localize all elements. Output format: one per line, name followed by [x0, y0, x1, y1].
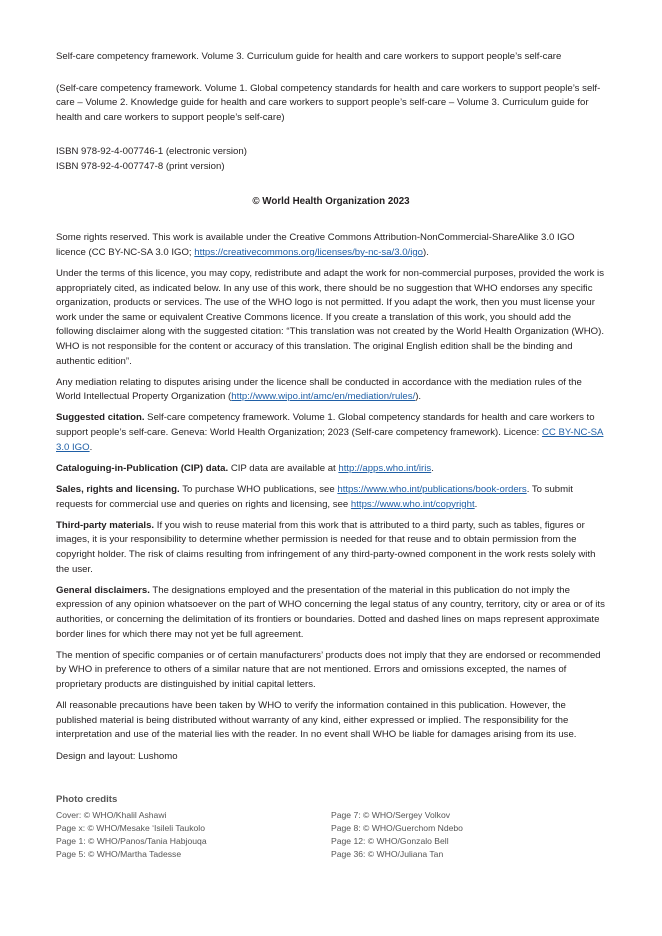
cip-text: CIP data are available at	[228, 462, 339, 474]
sales-after: .	[474, 498, 478, 510]
rights-after: ).	[423, 246, 429, 258]
sales-lead: Sales, rights and licensing.	[56, 484, 180, 496]
third-party-paragraph	[56, 519, 606, 577]
isbn-print: ISBN 978-92-4-007747-8 (print version)	[56, 160, 225, 172]
citation-paragraph	[56, 411, 606, 455]
book-orders-link[interactable]: https://www.who.int/publications/book-orders	[337, 484, 527, 496]
disclaimers-lead: General disclaimers.	[56, 584, 150, 596]
cc-licence-link[interactable]: https://creativecommons.org/licenses/by-nc-sa/3.0/igo	[194, 246, 424, 258]
copyright-notice: © World Health Organization 2023	[252, 195, 410, 207]
title-line: Self-care competency framework. Volume 3. Curriculum guide for health and care workers to support people’s self-care	[56, 51, 562, 62]
photo-credits-heading: Photo credits	[56, 794, 118, 806]
disclaimers-paragraph	[56, 584, 606, 642]
mediation-after: ).	[415, 391, 422, 403]
citation-licence-link[interactable]: CC BY-NC-SA 3.0 IGO	[56, 427, 604, 453]
precautions-paragraph: All reasonable precautions have been taken by WHO to verify the information contained in this publication. However, the published material is being distributed without warranty of any kind, either expressed or implied. The responsibility for the interpretation and use of the material lies with the reader. In no event shall WHO be liable for damages arising from its use.	[56, 700, 577, 741]
photo-credits-list	[56, 809, 606, 861]
isbn-block	[56, 145, 606, 174]
photo-credit-item: Page 12: © WHO/Gonzalo Bell	[331, 836, 449, 847]
rights-text: Some rights reserved. This work is available under the Creative Commons Attribution-NonCommercial-ShareAlike 3.0 IGO licence (CC BY-NC-SA 3.0 IGO;	[56, 232, 575, 258]
copyright-page	[56, 50, 606, 861]
copyright-link[interactable]: https://www.who.int/copyright	[350, 498, 475, 510]
third-party-text: If you wish to reuse material from this work that is attributed to a third party, such as tables, figures or images, it is your responsibility to determine whether permission is needed for that reuse and to obtain permission from the copyright holder. The risk of claims resulting from infringement of any third-party-owned component in the work rests solely with the user.	[56, 519, 596, 575]
terms-paragraph: Under the terms of this licence, you may copy, redistribute and adapt the work for non-commercial purposes, provided the work is appropriately cited, as indicated below. In any use of this work, there should be no suggestion that WHO endorses any specific organization, products or services. The use of the WHO logo is not permitted. If you adapt the work, then you must license your work under the same or equivalent Creative Commons licence. If you create a translation of this work, you should add the following disclaimer along with the suggested citation: “This translation was not created by the World Health Organization (WHO). WHO is not responsible for the content or accuracy of this translation. The original English edition shall be the binding and authentic edition”.	[56, 267, 604, 367]
citation-after: .	[89, 441, 93, 453]
mediation-text: Any mediation relating to disputes arising under the licence shall be conducted in accordance with the mediation rules of the World Intellectual Property Organization (	[56, 376, 582, 403]
photo-credits-left-column	[56, 809, 331, 861]
photo-credit-item: Page 8: © WHO/Guerchom Ndebo	[331, 823, 463, 834]
cip-paragraph	[56, 462, 606, 477]
photo-credit-item: Cover: © WHO/Khalil Ashawi	[56, 810, 167, 821]
photo-credit-item: Page x: © WHO/Mesake ‘Isileli Taukolo	[56, 823, 205, 834]
photo-credit-item: Page 5: © WHO/Martha Tadesse	[56, 849, 182, 860]
photo-credit-item: Page 1: © WHO/Panos/Tania Habjouqa	[56, 836, 207, 847]
cip-after: .	[431, 462, 434, 474]
cip-lead: Cataloguing-in-Publication (CIP) data.	[56, 462, 229, 474]
citation-lead: Suggested citation.	[56, 412, 145, 424]
mention-paragraph: The mention of specific companies or of certain manufacturers’ products does not imply that they are endorsed or recommended by WHO in preference to others of a similar nature that are not mentioned. Errors and omissions excepted, the names of proprietary products are distinguished by initial capital letters.	[56, 649, 601, 690]
series-note: (Self-care competency framework. Volume 1. Global competency standards for health and care workers to support people’s self-care – Volume 2. Knowledge guide for health and care workers to support people’s self-care – Volume 3. Curriculum guide for health and care workers to support people’s self-care)	[56, 82, 601, 123]
photo-credits-right-column	[331, 809, 606, 861]
photo-credits	[56, 794, 606, 861]
iris-link[interactable]: http://apps.who.int/iris	[338, 462, 432, 474]
wipo-mediation-link[interactable]: http://www.wipo.int/amc/en/mediation/rules/	[231, 391, 416, 403]
sales-text: To purchase WHO publications, see	[179, 484, 338, 496]
photo-credit-item: Page 7: © WHO/Sergey Volkov	[331, 810, 451, 821]
photo-credit-item: Page 36: © WHO/Juliana Tan	[331, 849, 444, 860]
sales-mid: . To submit requests for commercial use and queries on rights and licensing, see	[56, 484, 573, 510]
third-party-lead: Third-party materials.	[56, 519, 155, 531]
disclaimers-text: The designations employed and the presentation of the material in this publication do not imply the expression of any opinion whatsoever on the part of WHO concerning the legal status of any country, territory, city or area or of its authorities, or concerning the delimitation of its frontiers or boundaries. Dotted and dashed lines on maps represent approximate border lines for which there may not yet be full agreement.	[56, 584, 605, 640]
citation-text: Self-care competency framework. Volume 1. Global competency standards for health and care workers to support people’s self-care. Geneva: World Health Organization; 2023 (Self-care competency framework). Licence:	[56, 412, 595, 439]
sales-paragraph	[56, 483, 606, 512]
design-credit: Design and layout: Lushomo	[56, 750, 178, 762]
isbn-electronic: ISBN 978-92-4-007746-1 (electronic version)	[56, 146, 247, 158]
mediation-paragraph	[56, 376, 606, 405]
rights-paragraph	[56, 231, 606, 260]
